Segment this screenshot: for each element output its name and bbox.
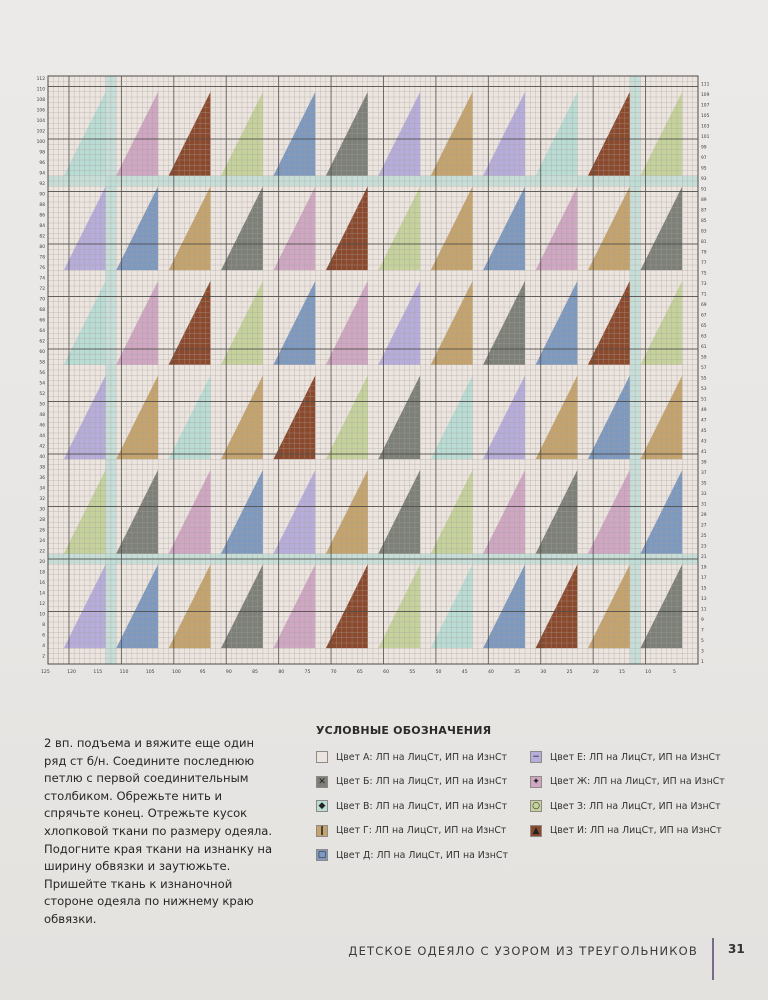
- row-label-right: 43: [701, 439, 707, 445]
- row-label-left: 74: [39, 276, 45, 282]
- legend-item-color-v: [316, 794, 516, 819]
- legend-label: Цвет Д: ЛП на ЛицСт, ИП на ИзнСт: [336, 849, 508, 861]
- row-label-left: 40: [39, 455, 45, 461]
- row-label-right: 57: [701, 365, 707, 371]
- legend-item-color-e: [530, 745, 730, 770]
- row-label-right: 63: [701, 334, 707, 340]
- row-label-right: 55: [701, 376, 707, 382]
- row-label-right: 107: [701, 103, 710, 109]
- row-label-right: 49: [701, 407, 707, 413]
- column-label: 80: [278, 670, 285, 675]
- row-label-left: 70: [39, 297, 45, 303]
- row-label-right: 33: [701, 491, 707, 497]
- legend-label: Цвет И: ЛП на ЛицСт, ИП на ИзнСт: [550, 825, 722, 837]
- star-square-mark: ✦: [532, 776, 540, 787]
- row-label-left: 96: [39, 161, 45, 167]
- legend-label: Цвет Б: ЛП на ЛицСт, ИП на ИзнСт: [336, 776, 508, 788]
- column-label: 90: [225, 670, 232, 675]
- triangle-square-mark: ▲: [532, 825, 540, 836]
- row-label-left: 6: [42, 633, 45, 639]
- row-label-left: 18: [39, 570, 45, 576]
- row-label-left: 26: [39, 528, 45, 534]
- row-label-left: 24: [39, 539, 45, 545]
- row-label-left: 82: [39, 234, 45, 240]
- row-label-left: 2: [42, 654, 45, 660]
- row-label-left: 42: [39, 444, 45, 450]
- column-label: 45: [461, 670, 468, 675]
- row-label-left: 30: [39, 507, 45, 513]
- row-label-right: 79: [701, 250, 707, 256]
- row-label-right: 59: [701, 355, 707, 361]
- row-label-left: 88: [39, 203, 45, 209]
- column-label: 65: [356, 670, 363, 675]
- diamond-square-icon: [316, 800, 328, 812]
- row-label-right: 11: [701, 607, 707, 613]
- cross-square-icon: [316, 776, 328, 788]
- row-label-right: 83: [701, 229, 707, 235]
- circle-square-icon: [530, 800, 542, 812]
- row-label-right: 15: [701, 586, 707, 592]
- column-label: 85: [252, 670, 258, 675]
- row-label-left: 54: [39, 381, 45, 387]
- row-label-left: 32: [39, 497, 45, 503]
- row-label-right: 61: [701, 344, 707, 350]
- row-label-left: 56: [39, 371, 45, 377]
- column-label: 15: [619, 670, 625, 675]
- column-label: 35: [514, 670, 521, 675]
- column-label: 110: [119, 670, 129, 675]
- footer-divider: [712, 938, 714, 980]
- row-label-left: 90: [39, 192, 45, 198]
- row-label-left: 84: [39, 224, 45, 230]
- row-label-left: 36: [39, 476, 45, 482]
- legend-label: Цвет З: ЛП на ЛицСт, ИП на ИзнСт: [550, 800, 721, 812]
- circle-square-mark: ○: [532, 801, 540, 812]
- legend-item-color-g: [316, 819, 516, 844]
- row-label-right: 105: [701, 113, 710, 119]
- row-label-left: 8: [42, 623, 45, 629]
- row-label-right: 37: [701, 470, 707, 476]
- row-label-left: 10: [39, 612, 45, 618]
- row-label-right: 69: [701, 302, 707, 308]
- row-label-right: 39: [701, 460, 707, 466]
- legend-title: УСЛОВНЫЕ ОБОЗНАЧЕНИЯ: [316, 724, 492, 737]
- column-label: 10: [645, 670, 652, 675]
- row-label-left: 92: [39, 182, 45, 188]
- triangle-square-icon: [530, 825, 542, 837]
- row-label-left: 20: [39, 560, 45, 566]
- diamond-square-mark: ◆: [318, 801, 326, 812]
- row-label-left: 104: [36, 119, 45, 125]
- row-label-left: 52: [39, 392, 45, 398]
- row-label-right: 21: [701, 554, 707, 560]
- row-label-right: 93: [701, 176, 707, 182]
- column-label: 60: [383, 670, 390, 675]
- legend-label: Цвет Г: ЛП на ЛицСт, ИП на ИзнСт: [336, 825, 507, 837]
- row-label-left: 28: [39, 518, 45, 524]
- legend-item-color-z: [530, 794, 730, 819]
- row-label-right: 31: [701, 502, 707, 508]
- column-label: 95: [199, 670, 206, 675]
- row-label-left: 62: [39, 339, 45, 345]
- running-footer-title: ДЕТСКОЕ ОДЕЯЛО С УЗОРОМ ИЗ ТРЕУГОЛЬНИКОВ: [348, 944, 698, 958]
- row-label-left: 106: [36, 108, 45, 114]
- legend-item-color-d: [316, 843, 516, 868]
- column-label: 75: [304, 670, 311, 675]
- row-label-left: 4: [42, 644, 45, 650]
- row-label-right: 5: [701, 638, 704, 644]
- row-label-right: 89: [701, 197, 707, 203]
- column-label: 115: [93, 670, 103, 675]
- row-label-right: 3: [701, 649, 704, 655]
- column-label: 55: [409, 670, 416, 675]
- row-label-right: 71: [701, 292, 707, 298]
- row-label-left: 76: [39, 266, 45, 272]
- column-label: 20: [592, 670, 599, 675]
- legend-item-color-b: [316, 770, 516, 795]
- row-label-right: 47: [701, 418, 707, 424]
- row-label-left: 46: [39, 423, 45, 429]
- row-label-right: 101: [701, 134, 710, 140]
- plain-square-icon: [316, 751, 328, 763]
- bar-square-icon: [316, 825, 328, 837]
- row-label-left: 64: [39, 329, 45, 335]
- dash-square-mark: −: [532, 752, 540, 763]
- row-label-left: 50: [39, 402, 45, 408]
- instructions-text: 2 вп. подъема и вяжите еще один ряд ст б/н. Соедините последнюю петлю с первой соединительным столбиком. Обрежьте нить и спрячьте конец. Отрежьте кусок хлопковой ткани по размеру одеяла. Подогните края ткани на изнанку на ширину обвязки и заутюжьте. Пришейте ткань к изнаночной стороне одеяла по нижнему краю обвязки.: [44, 736, 273, 926]
- row-label-right: 109: [701, 92, 710, 98]
- row-label-right: 35: [701, 481, 707, 487]
- row-label-right: 75: [701, 271, 707, 277]
- row-label-left: 12: [39, 602, 45, 608]
- row-label-right: 27: [701, 523, 707, 529]
- row-label-left: 102: [36, 129, 45, 135]
- row-label-left: 58: [39, 360, 45, 366]
- row-label-left: 16: [39, 581, 45, 587]
- row-label-left: 48: [39, 413, 45, 419]
- row-label-left: 78: [39, 255, 45, 261]
- row-label-right: 73: [701, 281, 707, 287]
- row-label-left: 112: [36, 77, 45, 83]
- row-label-right: 99: [701, 145, 707, 151]
- row-label-right: 23: [701, 544, 707, 550]
- row-label-left: 86: [39, 213, 45, 219]
- column-label: 40: [488, 670, 494, 675]
- legend: [316, 724, 736, 868]
- row-label-right: 7: [701, 628, 704, 634]
- legend-label: Цвет В: ЛП на ЛицСт, ИП на ИзнСт: [336, 800, 508, 812]
- column-label: 100: [172, 670, 181, 675]
- row-label-right: 19: [701, 565, 707, 571]
- row-label-right: 77: [701, 260, 707, 266]
- row-label-right: 41: [701, 449, 707, 455]
- column-label: 30: [540, 670, 547, 675]
- row-label-right: 1: [701, 659, 704, 665]
- row-label-left: 22: [39, 549, 45, 555]
- row-label-left: 108: [36, 98, 45, 104]
- column-label: 25: [566, 670, 573, 675]
- inner-square-icon: [316, 849, 328, 861]
- inner-square-mark: ▢: [317, 850, 327, 861]
- legend-column-left: [316, 745, 516, 868]
- row-label-left: 14: [39, 591, 45, 597]
- column-label: 120: [67, 670, 76, 675]
- row-label-right: 25: [701, 533, 707, 539]
- legend-item-color-zh: [530, 770, 730, 795]
- dash-square-icon: [530, 751, 542, 763]
- legend-item-color-a: [316, 745, 516, 770]
- row-label-right: 9: [701, 617, 704, 623]
- row-label-right: 85: [701, 218, 707, 224]
- row-label-left: 94: [39, 171, 45, 177]
- row-label-right: 95: [701, 166, 707, 172]
- star-square-icon: [530, 776, 542, 788]
- row-label-left: 72: [39, 287, 45, 293]
- row-label-left: 68: [39, 308, 45, 314]
- row-label-left: 44: [39, 434, 45, 440]
- row-label-right: 51: [701, 397, 707, 403]
- row-label-right: 13: [701, 596, 707, 602]
- column-label: 125: [40, 670, 50, 675]
- row-label-left: 38: [39, 465, 45, 471]
- row-label-left: 110: [36, 87, 45, 93]
- column-label: 5: [672, 670, 676, 675]
- row-label-right: 111: [701, 82, 710, 88]
- page-number: 31: [728, 942, 745, 956]
- row-label-right: 87: [701, 208, 707, 214]
- legend-label: Цвет Е: ЛП на ЛицСт, ИП на ИзнСт: [550, 751, 721, 763]
- row-label-left: 100: [36, 140, 45, 146]
- row-label-right: 53: [701, 386, 707, 392]
- row-label-left: 98: [39, 150, 45, 156]
- row-label-right: 29: [701, 512, 707, 518]
- row-label-right: 97: [701, 155, 707, 161]
- row-label-left: 34: [39, 486, 45, 492]
- cross-square-mark: ✕: [318, 776, 326, 787]
- row-label-right: 45: [701, 428, 707, 434]
- legend-item-color-i: [530, 819, 730, 844]
- row-label-left: 66: [39, 318, 45, 324]
- row-label-right: 103: [701, 124, 710, 130]
- legend-label: Цвет Ж: ЛП на ЛицСт, ИП на ИзнСт: [550, 776, 725, 788]
- row-label-right: 17: [701, 575, 707, 581]
- row-label-right: 67: [701, 313, 707, 319]
- row-label-right: 91: [701, 187, 707, 193]
- column-label: 50: [435, 670, 442, 675]
- knitting-chart: [28, 70, 718, 685]
- legend-column-right: [530, 745, 730, 868]
- legend-label: Цвет А: ЛП на ЛицСт, ИП на ИзнСт: [336, 751, 508, 763]
- row-label-left: 80: [39, 245, 45, 251]
- row-label-left: 60: [39, 350, 45, 356]
- row-label-right: 65: [701, 323, 707, 329]
- row-label-right: 81: [701, 239, 707, 245]
- column-label: 70: [330, 670, 337, 675]
- column-label: 105: [145, 670, 155, 675]
- bar-square-mark: ❙: [318, 825, 326, 836]
